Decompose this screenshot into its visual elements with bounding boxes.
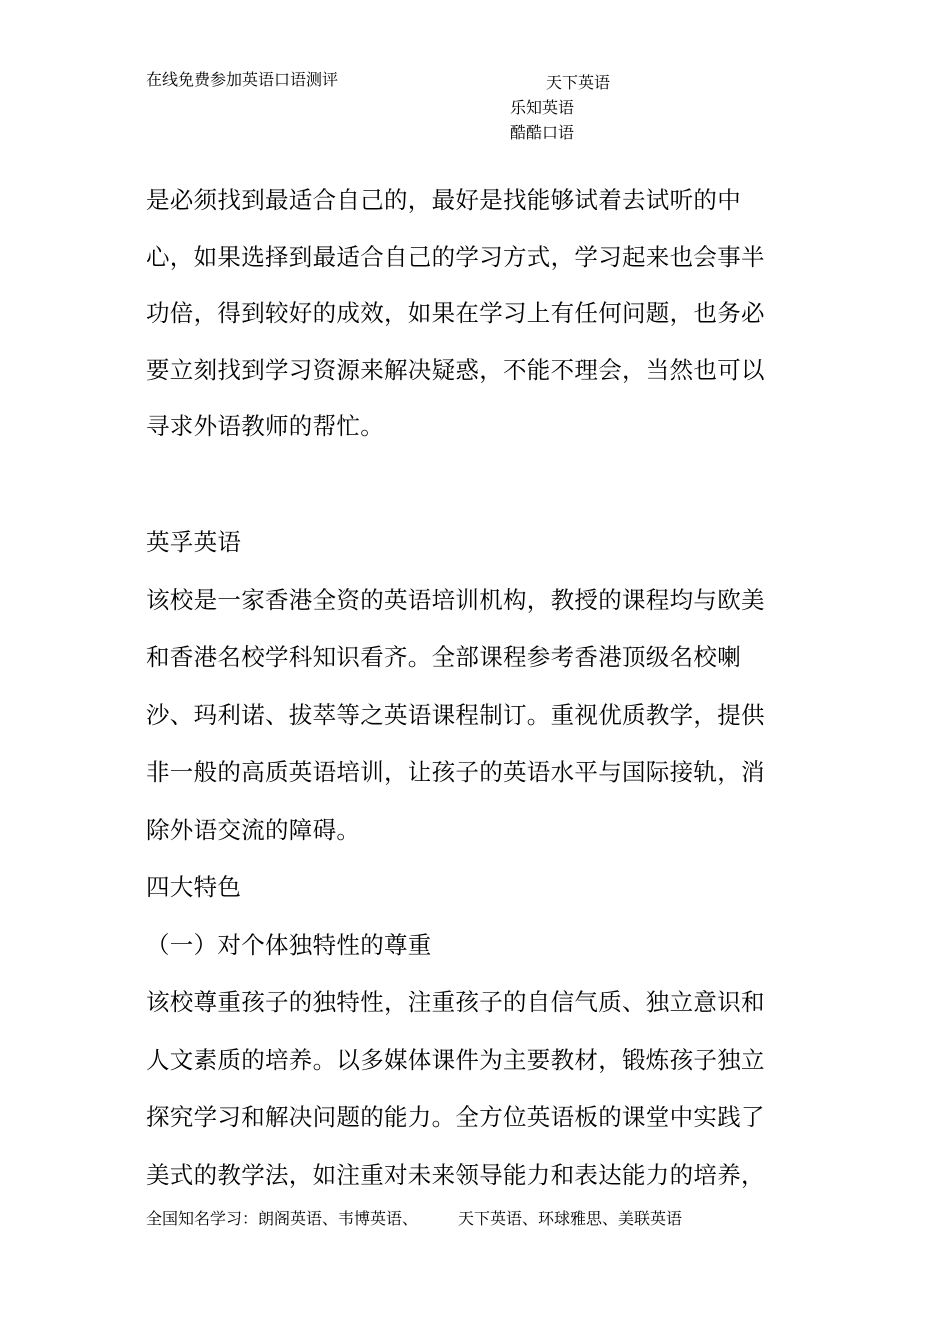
text-line: 该校尊重孩子的独特性，注重孩子的自信气质、独立意识和: [146, 988, 765, 1016]
text-line: 美式的教学法，如注重对未来领导能力和表达能力的培养，: [146, 1160, 765, 1189]
text-line: 非一般的高质英语培训，让孩子的英语水平与国际接轨，消: [146, 758, 765, 786]
header-left-text: 在线免费参加英语口语测评: [146, 70, 339, 89]
text-line: 心，如果选择到最适合自己的学习方式，学习起来也会事半: [146, 242, 765, 271]
text-line: 是必须找到最适合自己的，最好是找能够试着去试听的中: [146, 186, 741, 214]
feature-title: （一）对个体独特性的尊重: [146, 930, 432, 959]
footer-left: 全国知名学习：朗阁英语、韦博英语、: [146, 1209, 419, 1228]
footer-right: 天下英语、环球雅思、美联英语: [458, 1209, 683, 1228]
text-line: 除外语交流的障碍。: [146, 815, 361, 844]
text-line: 沙、玛利诺、拔萃等之英语课程制订。重视优质教学，提供: [146, 700, 765, 729]
header-link-kuku[interactable]: 酷酷口语: [510, 123, 575, 142]
header-right-links: [510, 70, 610, 145]
text-line: 人文素质的培养。以多媒体课件为主要教材，锻炼孩子独立: [146, 1045, 765, 1074]
text-line: 探究学习和解决问题的能力。全方位英语板的课堂中实践了: [146, 1103, 765, 1131]
text-line: 要立刻找到学习资源来解决疑惑，不能不理会，当然也可以: [146, 355, 765, 384]
paragraph-intro: [146, 172, 816, 455]
text-line: 该校是一家香港全资的英语培训机构，教授的课程均与欧美: [146, 585, 765, 614]
text-line: 寻求外语教师的帮忙。: [146, 412, 384, 440]
footer-text: [146, 1208, 682, 1230]
features-title: 四大特色: [146, 873, 242, 901]
text-line: 功倍，得到较好的成效，如果在学习上有任何问题，也务必: [146, 299, 765, 327]
text-line: 和香港名校学科知识看齐。全部课程参考香港顶级名校喇: [146, 643, 741, 671]
section-title: 英孚英语: [146, 528, 242, 556]
header-link-tianxia[interactable]: 天下英语: [546, 73, 611, 92]
section-yingfu: [146, 514, 816, 1204]
header-link-lezhi[interactable]: 乐知英语: [510, 98, 575, 117]
